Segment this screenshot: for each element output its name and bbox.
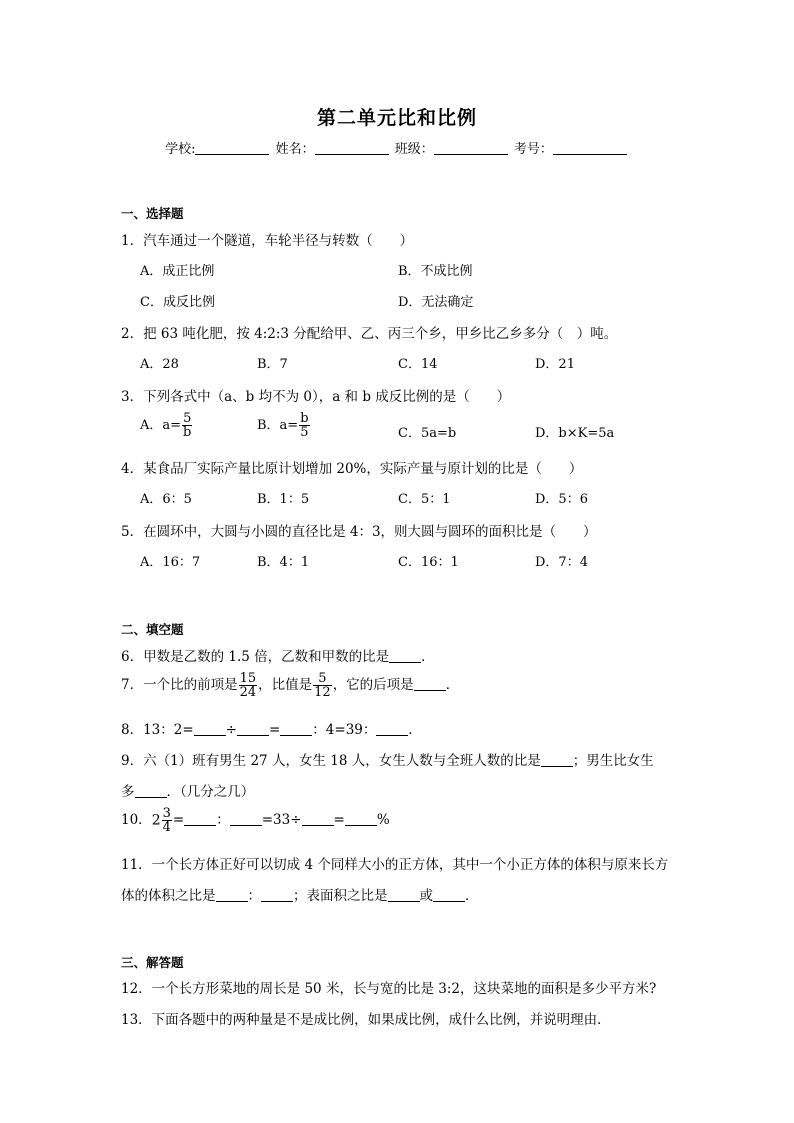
q4-option-b: B．1：5 [257,492,310,507]
question-9-line-1 [121,749,654,769]
question-7 [121,672,459,699]
fraction-denominator: 24 [239,685,257,700]
q5-option-b: B．4：1 [257,555,310,570]
q8-text-4: ：4=39： [312,722,377,738]
fraction-numerator: 5 [183,411,192,426]
question-10 [121,807,390,834]
name-label: 姓名： [275,142,315,157]
q3-option-a [140,412,193,439]
q8-end: ． [408,722,422,738]
q11-text-4: 或 [419,888,433,904]
fraction-denominator: 4 [162,820,171,835]
q1-option-d: D．无法确定 [398,295,474,310]
name-blank[interactable] [315,140,389,155]
q4-option-d: D．5：6 [535,492,588,507]
q5-option-d: D．7：4 [535,555,588,570]
q10-number: 10． [121,812,152,828]
section-heading-fill: 二、填空题 [121,622,184,637]
q8-blank-2[interactable] [237,721,269,736]
q3-option-b-fraction [299,412,309,439]
q1-option-b: B．不成比例 [398,264,473,279]
q7-blank[interactable] [414,676,446,691]
question-2: 2．把 63 吨化肥，按 4:2:3 分配给甲、乙、丙三个乡，甲乡比乙乡多分（ ）吨。 [121,326,618,342]
q10-fraction [162,807,172,834]
fraction-denominator: 5 [300,425,309,440]
q3-option-c: C．5a=b [398,426,457,441]
question-12: 12．一个长方形菜地的周长是 50 米，长与宽的比是 3:2，这块菜地的面积是多少平方米? [121,981,657,997]
q1-option-a: A．成正比例 [140,264,215,279]
q8-blank-3[interactable] [280,721,312,736]
q6-end: ． [421,649,435,665]
q9-text-2: ；男生比女生 [572,753,654,769]
q7-end: ． [445,677,460,693]
fraction-numerator: 15 [239,671,257,686]
q10-blank-3[interactable] [302,811,334,826]
q9-text-1: 9．六（1）班有男生 27 人，女生 18 人，女生人数与全班人数的比是 [121,753,541,769]
q2-option-b: B．7 [257,357,288,372]
question-3: 3．下列各式中（a、b 均不为 0），a 和 b 成反比例的是（ ） [121,389,511,405]
q2-option-c: C．14 [398,357,438,372]
q10-text-3: =33÷ [261,812,302,828]
question-11-line-2 [121,884,479,904]
q11-text-2: ： [247,888,261,904]
q2-option-d: D．21 [535,357,575,372]
q3-option-d: D．b×K=5a [535,426,615,441]
fraction-numerator: 3 [162,806,171,821]
q5-option-a: A．16：7 [140,555,201,570]
school-label: 学校: [165,142,196,157]
q11-blank-2[interactable] [261,887,293,902]
q9-blank-2[interactable] [135,783,167,798]
question-5: 5．在圆环中，大圆与小圆的直径比是 4：3，则大圆与圆环的面积比是（ ） [121,524,597,540]
q3-option-a-fraction [182,412,192,439]
q10-mixed-whole: 2 [151,812,161,829]
q11-text-3: ；表面积之比是 [293,888,388,904]
q11-end: ． [465,888,479,904]
q10-blank-1[interactable] [184,811,216,826]
q10-blank-2[interactable] [230,811,262,826]
q7-fraction-2 [313,672,332,699]
q8-blank-4[interactable] [376,721,408,736]
q9-blank-1[interactable] [541,752,573,767]
q11-blank-3[interactable] [388,887,420,902]
q6-text: 6．甲数是乙数的 1.5 倍，乙数和甲数的比是 [121,649,390,665]
question-4: 4．某食品厂实际产量比原计划增加 20%，实际产量与原计划的比是（ ） [121,461,583,477]
q5-option-c: C．16：1 [398,555,459,570]
q3-option-b-prefix: B．a= [257,418,299,433]
q2-option-a: A．28 [140,357,179,372]
q4-option-a: A．6：5 [140,492,192,507]
section-heading-solve: 三、解答题 [121,955,184,970]
q7-text-3: ，它的后项是 [332,677,414,693]
q7-text-2: ，比值是 [258,677,313,693]
q3-option-a-prefix: A．a= [140,418,182,433]
fraction-denominator: b [183,425,192,440]
q7-text-1: 7．一个比的前项是 [121,677,238,693]
q9-text-3: 多 [121,784,135,800]
q10-end: % [376,812,390,828]
school-blank[interactable] [195,140,269,155]
q8-text-3: = [268,722,281,738]
q7-fraction-1 [239,672,258,699]
q10-blank-4[interactable] [345,811,377,826]
question-1: 1．汽车通过一个隧道，车轮半径与转数（ ） [121,233,414,249]
q8-blank-1[interactable] [194,721,226,736]
fraction-numerator: 5 [313,672,332,686]
q11-text-1: 体的体积之比是 [121,888,216,904]
section-heading-choice: 一、选择题 [121,206,184,221]
q3-option-b [257,412,311,439]
number-label: 考号： [513,142,553,157]
fraction-denominator: 12 [314,685,331,700]
fraction-numerator: b [300,411,309,426]
q6-blank[interactable] [389,648,421,663]
question-11-line-1: 11．一个长方体正好可以切成 4 个同样大小的正方体，其中一个小正方体的体积与原来长方 [121,857,669,873]
question-6 [121,645,435,665]
page-title: 第二单元比和比例 [316,107,477,129]
q8-text-2: ÷ [225,722,237,738]
student-info-line [0,138,794,157]
q11-blank-1[interactable] [216,887,248,902]
q10-text-1: = [172,812,185,828]
class-blank[interactable] [434,140,508,155]
question-8 [121,718,422,738]
number-blank[interactable] [553,140,627,155]
class-label: 班级： [394,142,434,157]
q10-text-2: ： [216,812,230,828]
q11-blank-4[interactable] [433,887,465,902]
q10-text-4: = [333,812,345,828]
q9-text-4: ．（几分之几） [166,784,255,800]
q4-option-c: C．5：1 [398,492,451,507]
question-13: 13．下面各题中的两种量是不是成比例，如果成比例，成什么比例，并说明理由． [121,1012,611,1028]
q1-option-c: C．成反比例 [140,295,215,310]
q8-text-1: 8．13：2= [121,722,194,738]
question-9-line-2 [121,780,254,800]
